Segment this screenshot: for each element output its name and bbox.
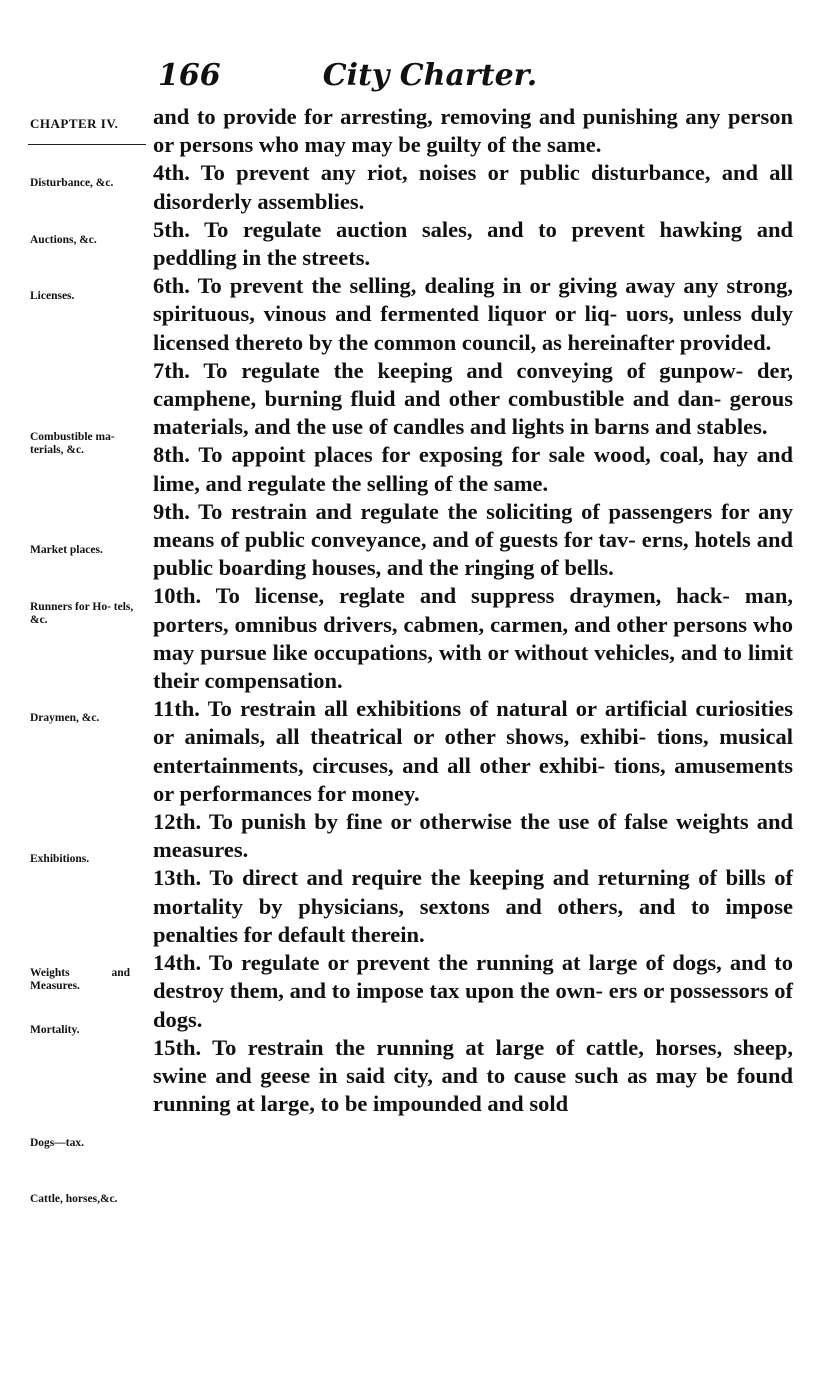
paragraph-12th: 12th. To punish by fine or otherwise the use of false weights and measures. xyxy=(153,809,793,863)
side-note-exhibitions: Exhibitions. xyxy=(30,853,90,865)
paragraph-15th: 15th. To restrain the running at large of cattle, horses, sheep, swine and geese in said city, and to cause such as may be found running at large, to be impounded and sold xyxy=(153,1034,793,1117)
paragraph-continuation: and to provide for arresting, removing and punishing any person or persons who may may be guilty of the same. xyxy=(153,104,793,158)
page-header xyxy=(0,58,820,98)
body-text xyxy=(153,103,793,1118)
paragraph-8th: 8th. To appoint places for exposing for sale wood, coal, hay and lime, and regulate the selling of the same. xyxy=(153,442,793,496)
side-note-combustible: Combustible ma- terials, &c. xyxy=(30,431,115,456)
side-note-dogs-tax: Dogs—tax. xyxy=(30,1137,84,1149)
paragraph-4th: 4th. To prevent any riot, noises or public disturbance, and all disorderly assemblies. xyxy=(153,160,793,214)
chapter-rule xyxy=(28,144,146,145)
running-title: City Charter. xyxy=(322,58,538,93)
side-note-market-places: Market places. xyxy=(30,544,103,556)
paragraph-14th: 14th. To regulate or prevent the running at large of dogs, and to destroy them, and to impose tax upon the own- ers or possessors of dogs. xyxy=(153,950,793,1032)
chapter-label: CHAPTER IV. xyxy=(30,116,119,131)
side-note-cattle-horses: Cattle, horses,&c. xyxy=(30,1193,118,1205)
paragraph-13th: 13th. To direct and require the keeping and returning of bills of mortality by physicians, sextons and others, and to impose penalties for default therein. xyxy=(153,865,793,947)
side-note-draymen: Draymen, &c. xyxy=(30,712,100,724)
side-note-weights-measures: Weights and Measures. xyxy=(30,967,130,992)
side-note-auctions: Auctions, &c. xyxy=(30,234,97,246)
paragraph-6th: 6th. To prevent the selling, dealing in or giving away any strong, spirituous, vinous and fermented liquor or liq- uors, unless duly licensed thereto by the common council, as hereinafter provided. xyxy=(153,273,793,355)
side-note-disturbance: Disturbance, &c. xyxy=(30,177,114,189)
paragraph-11th: 11th. To restrain all exhibitions of natural or artificial curiosities or animals, all theatrical or other shows, exhibi- tions, musical entertainments, circuses, and all other exhibi- tions, amusements or performances for money. xyxy=(153,696,793,806)
page-number: 166 xyxy=(158,58,221,93)
side-note-runners: Runners for Ho- tels, &c. xyxy=(30,601,134,626)
paragraph-10th: 10th. To license, reglate and suppress draymen, hack- man, porters, omnibus drivers, cabmen, carmen, and other persons who may pursue like occupations, with or without vehicles, and to limit their compensation. xyxy=(153,583,793,694)
paragraph-5th: 5th. To regulate auction sales, and to prevent hawking and peddling in the streets. xyxy=(153,216,793,271)
side-note-licenses: Licenses. xyxy=(30,290,75,302)
paragraph-7th: 7th. To regulate the keeping and conveying of gunpow- der, camphene, burning fluid and other combustible and dan- gerous materials, and the use of candles and lights in barns and stables. xyxy=(153,357,793,440)
paragraph-9th: 9th. To restrain and regulate the soliciting of passengers for any means of public conveyance, and of guests for tav- erns, hotels and public boarding houses, and the ringing of bells. xyxy=(153,498,793,581)
side-note-mortality: Mortality. xyxy=(30,1024,80,1036)
